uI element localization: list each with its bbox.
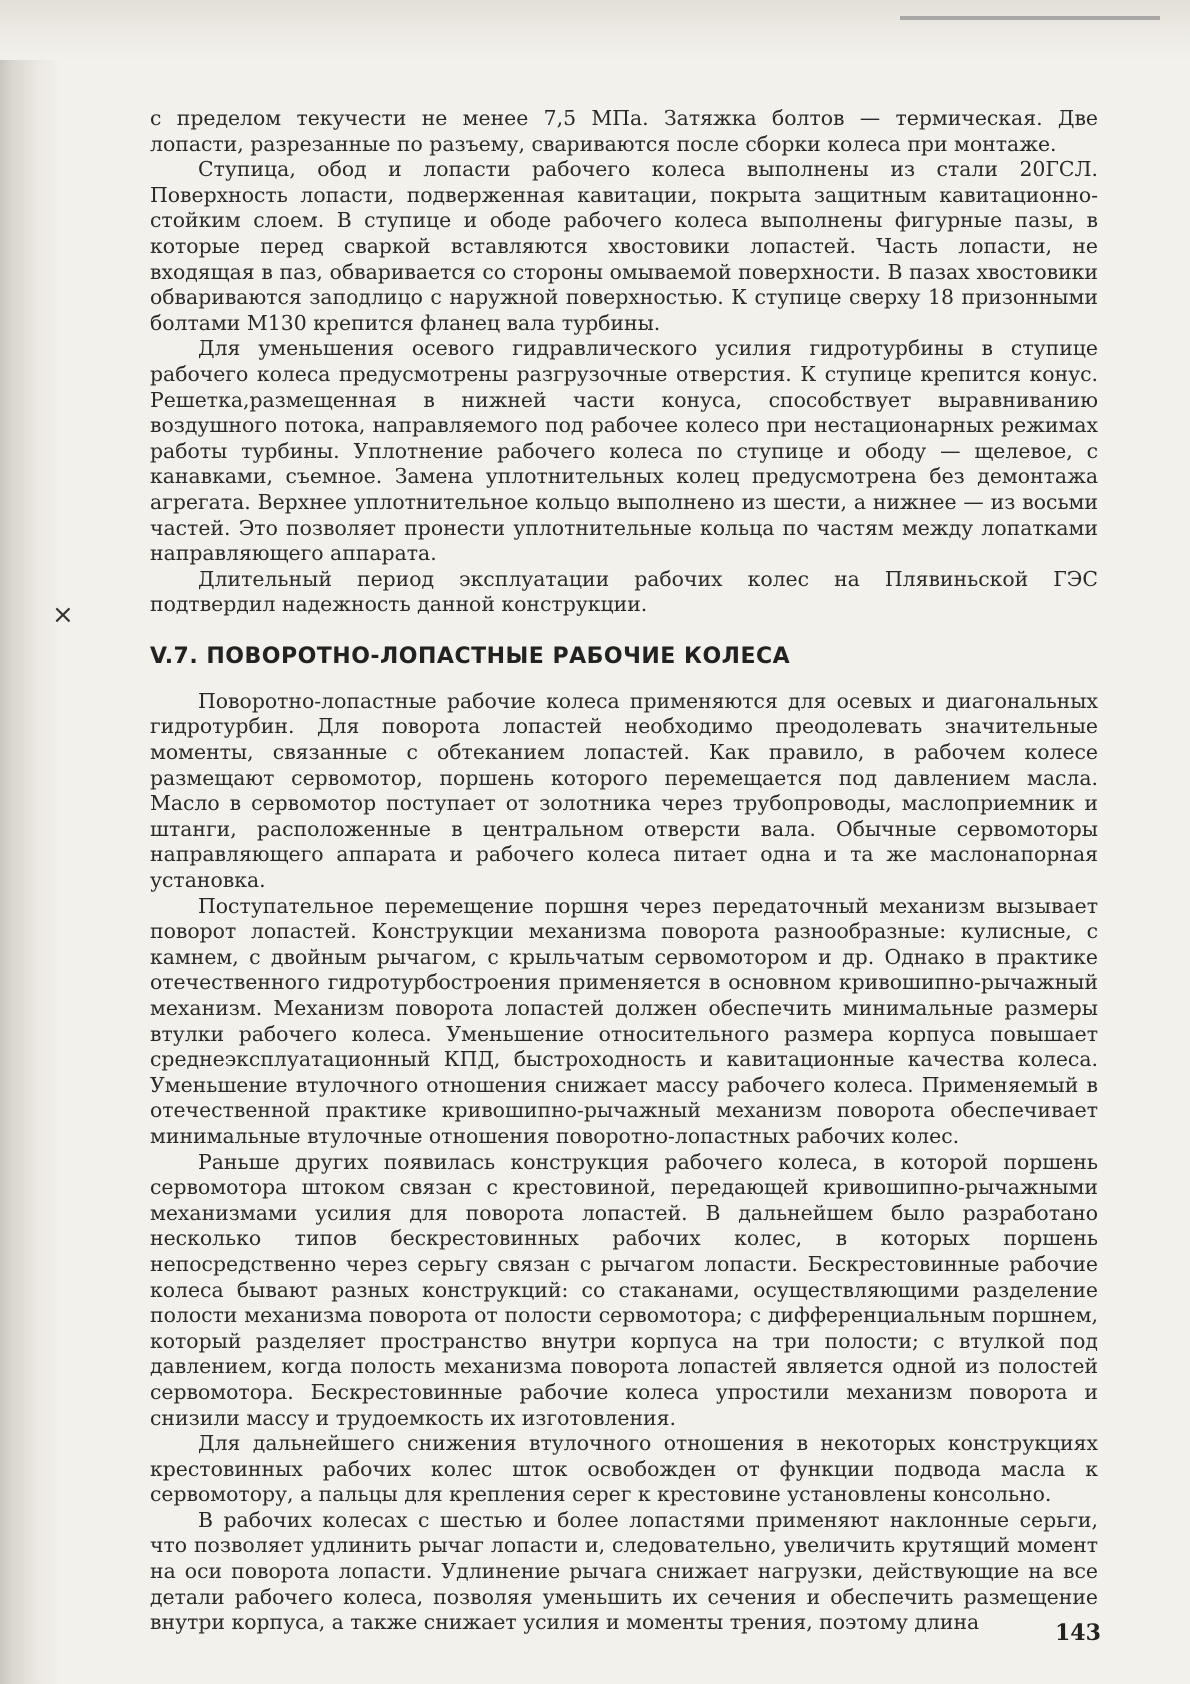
scan-shadow-left (0, 0, 62, 1684)
page-number: 143 (1055, 1620, 1101, 1646)
scan-artifact (900, 16, 1160, 20)
paragraph: Для уменьшения осевого гидравлического усилия гидротурбины в ступице рабочего колеса предусмотрены разгрузочные отверстия. К ступице крепится конус. Решетка,размещенная в нижней части конуса, способствует выравниванию воздушного потока, направляемого под рабочее колесо при нестационарных режимах работы турбины. Уплотнение рабочего колеса по ступице и ободу — щелевое, с канавками, съемное. Замена уплотнительных колец предусмотрена без демонтажа агрегата. Верхнее уплотнительное кольцо выполнено из шести, а нижнее — из восьми частей. Это позволяет пронести уплотнительные кольца по частям между лопатками направляющего аппарата. (150, 336, 1098, 566)
paragraph: Для дальнейшего снижения втулочного отношения в некоторых конструкциях крестовинных рабочих колес шток освобожден от функции подвода масла к сервомотору, а пальцы для крепления серег к крестовине установлены консольно. (150, 1431, 1098, 1507)
scan-shadow-top (0, 0, 1190, 60)
paragraph: Ступица, обод и лопасти рабочего колеса выполнены из стали 20ГСЛ. Поверхность лопасти, подверженная кавитации, покрыта защитным кавитационно-стойким слоем. В ступице и ободе рабочего колеса выполнены фигурные пазы, в которые перед сваркой вставляются хвостовики лопастей. Часть лопасти, не входящая в паз, обваривается со стороны омываемой поверхности. В пазах хвостовики обвариваются заподлицо с наружной поверхностью. К ступице сверху 18 призонными болтами М130 крепится фланец вала турбины. (150, 157, 1098, 335)
paragraph: Длительный период эксплуатации рабочих колес на Плявиньской ГЭС подтвердил надежность данной конструкции. (150, 566, 1098, 617)
paragraph: Поворотно-лопастные рабочие колеса применяются для осевых и диагональных гидротурбин. Для поворота лопастей необходимо преодолевать значительные моменты, связанные с обтеканием лопастей. Как правило, в рабочем колесе размещают сервомотор, поршень которого перемещается под давлением масла. Масло в сервомотор поступает от золотника через трубопроводы, маслоприемник и штанги, расположенные в центральном отверсти вала. Обычные сервомоторы направляющего аппарата и рабочего колеса питает одна и та же маслонапорная установка. (150, 688, 1098, 893)
page-body (150, 106, 1098, 1636)
section-heading: V.7. ПОВОРОТНО-ЛОПАСТНЫЕ РАБОЧИЕ КОЛЕСА (150, 643, 791, 669)
margin-mark: × (52, 600, 74, 630)
paragraph: В рабочих колесах с шестью и более лопастями применяют наклонные серьги, что позволяет удлинить рычаг лопасти и, следовательно, увеличить крутящий момент на оси поворота лопасти. Удлинение рычага снижает нагрузки, действующие на все детали рабочего колеса, позволяя уменьшить их сечения и обеспечить размещение внутри корпуса, а также снижает усилия и моменты трения, поэтому длина (150, 1507, 1098, 1635)
paragraph: Поступательное перемещение поршня через передаточный механизм вызывает поворот лопастей. Конструкции механизма поворота разнообразные: кулисные, с камнем, с двойным рычагом, с крыльчатым сервомотором и др. Однако в практике отечественного гидротурбостроения применяется в основном кривошипно-рычажный механизм. Механизм поворота лопастей должен обеспечить минимальные размеры втулки рабочего колеса. Уменьшение относительного размера корпуса повышает среднеэксплуатационный КПД, быстроходность и кавитационные качества колеса. Уменьшение втулочного отношения снижает массу рабочего колеса. Применяемый в отечественной практике кривошипно-рычажный механизм поворота обеспечивает минимальные втулочные отношения поворотно-лопастных рабочих колес. (150, 893, 1098, 1148)
paragraph: Раньше других появилась конструкция рабочего колеса, в которой поршень сервомотора штоком связан с крестовиной, передающей кривошипно-рычажными механизмами усилия для поворота лопастей. В дальнейшем было разработано несколько типов бескрестовинных рабочих колес, в которых поршень непосредственно через серьгу связан с рычагом лопасти. Бескрестовинные рабочие колеса бывают разных конструкций: со стаканами, осуществляющими разделение полости механизма поворота от полости сервомотора; с дифференциальным поршнем, который разделяет пространство внутри корпуса на три полости; с втулкой под давлением, когда полость механизма поворота лопастей является одной из полостей сервомотора. Бескрестовинные рабочие колеса упростили механизм поворота и снизили массу и трудоемкость их изготовления. (150, 1149, 1098, 1430)
paragraph: с пределом текучести не менее 7,5 МПа. Затяжка болтов — термическая. Две лопасти, разрезанные по разъему, свариваются после сборки колеса при монтаже. (150, 106, 1098, 156)
